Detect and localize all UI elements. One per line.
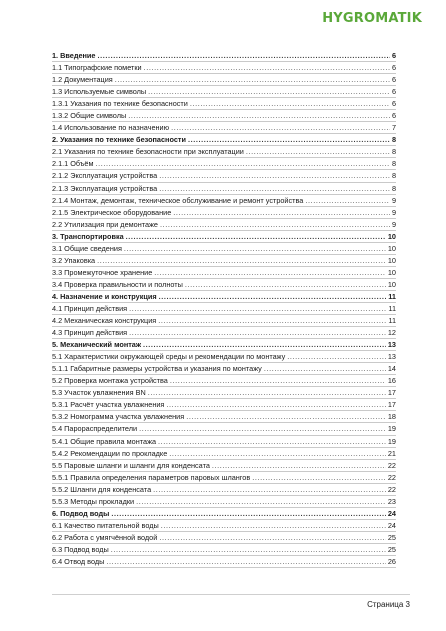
toc-dot-leader bbox=[97, 255, 386, 267]
toc-entry-page: 6 bbox=[391, 99, 396, 109]
toc-dot-leader bbox=[158, 436, 386, 448]
toc-entry[interactable] bbox=[52, 170, 396, 182]
toc-entry-page: 10 bbox=[387, 243, 396, 253]
toc-entry[interactable] bbox=[52, 387, 396, 399]
toc-entry-page: 14 bbox=[387, 364, 396, 374]
toc-entry-title: 5. Механический монтаж bbox=[52, 340, 142, 350]
toc-entry[interactable] bbox=[52, 303, 396, 315]
toc-entry-page: 8 bbox=[391, 183, 396, 193]
toc-dot-leader bbox=[161, 520, 386, 532]
toc-entry-title: 1.1 Типографские пометки bbox=[52, 63, 142, 73]
toc-dot-leader bbox=[128, 110, 390, 122]
toc-entry-page: 13 bbox=[387, 340, 396, 350]
toc-entry[interactable] bbox=[52, 399, 396, 411]
toc-chapter-entry[interactable] bbox=[52, 134, 396, 146]
toc-dot-leader bbox=[159, 532, 386, 544]
toc-entry-page: 16 bbox=[387, 376, 396, 386]
toc-dot-leader bbox=[148, 387, 386, 399]
toc-entry-page: 8 bbox=[391, 135, 396, 145]
toc-entry-title: 2.1.2 Эксплуатация устройства bbox=[52, 171, 158, 181]
toc-entry-title: 1.3.2 Общие символы bbox=[52, 111, 127, 121]
toc-entry-title: 6.2 Работа с умягчённой водой bbox=[52, 532, 158, 542]
toc-entry[interactable] bbox=[52, 423, 396, 435]
toc-dot-leader bbox=[124, 243, 386, 255]
toc-dot-leader bbox=[212, 460, 386, 472]
toc-entry-page: 10 bbox=[387, 255, 396, 265]
toc-entry[interactable] bbox=[52, 327, 396, 339]
hygromatik-logo: HYGROMATIK bbox=[322, 11, 422, 26]
toc-entry[interactable] bbox=[52, 255, 396, 267]
toc-entry-title: 2. Указания по технике безопасности bbox=[52, 135, 186, 145]
toc-dot-leader bbox=[97, 50, 389, 62]
toc-entry-page: 11 bbox=[388, 291, 396, 301]
toc-dot-leader bbox=[154, 267, 386, 279]
toc-dot-leader bbox=[158, 315, 386, 327]
toc-entry-page: 7 bbox=[391, 123, 396, 133]
toc-dot-leader bbox=[148, 86, 390, 98]
toc-entry-page: 10 bbox=[387, 267, 396, 277]
toc-dot-leader bbox=[126, 231, 386, 243]
toc-entry[interactable] bbox=[52, 122, 396, 134]
toc-dot-leader bbox=[171, 122, 390, 134]
toc-entry-page: 17 bbox=[387, 400, 396, 410]
toc-entry-title: 5.4.1 Общие правила монтажа bbox=[52, 436, 157, 446]
toc-chapter-entry[interactable] bbox=[52, 291, 396, 303]
toc-dot-leader bbox=[166, 399, 386, 411]
toc-entry-page: 25 bbox=[387, 544, 396, 554]
toc-dot-leader bbox=[96, 158, 390, 170]
toc-dot-leader bbox=[246, 146, 390, 158]
toc-dot-leader bbox=[159, 183, 390, 195]
toc-chapter-entry[interactable] bbox=[52, 339, 396, 351]
toc-entry-title: 6.3 Подвод воды bbox=[52, 544, 109, 554]
toc-entry-page: 24 bbox=[387, 520, 396, 530]
toc-entry-page: 6 bbox=[391, 51, 396, 60]
toc-entry-title: 3.1 Общие сведения bbox=[52, 243, 122, 253]
toc-entry-title: 4.2 Механическая конструкция bbox=[52, 316, 157, 326]
toc-dot-leader bbox=[190, 98, 390, 110]
toc-dot-leader bbox=[252, 472, 386, 484]
toc-entry-title: 5.5.1 Правила определения параметров паровых шлангов bbox=[52, 472, 251, 482]
toc-entry-title: 5.1 Характеристики окружающей среды и рекомендации по монтажу bbox=[52, 352, 286, 362]
toc-entry[interactable] bbox=[52, 183, 396, 195]
toc-entry-page: 6 bbox=[391, 87, 396, 97]
toc-entry-page: 22 bbox=[387, 460, 396, 470]
toc-entry-title: 1.3 Используемые символы bbox=[52, 87, 147, 97]
toc-dot-leader bbox=[111, 544, 386, 556]
toc-entry-title: 5.5 Паровые шланги и шланги для конденсата bbox=[52, 460, 210, 470]
toc-entry-title: 2.1 Указания по технике безопасности при эксплуатации bbox=[52, 147, 244, 157]
toc-dot-leader bbox=[159, 291, 387, 303]
toc-entry-page: 8 bbox=[391, 171, 396, 181]
toc-entry-title: 3.2 Упаковка bbox=[52, 255, 96, 265]
toc-dot-leader bbox=[143, 339, 386, 351]
footer-divider bbox=[52, 594, 410, 595]
toc-entry-title: 6.1 Качество питательной воды bbox=[52, 520, 159, 530]
toc-entry[interactable] bbox=[52, 219, 396, 231]
toc-entry-title: 6.4 Отвод воды bbox=[52, 556, 105, 566]
toc-entry[interactable] bbox=[52, 484, 396, 496]
toc-entry-page: 22 bbox=[387, 484, 396, 494]
toc-entry-title: 4. Назначение и конструкция bbox=[52, 291, 157, 301]
toc-entry-title: 4.3 Принцип действия bbox=[52, 328, 128, 338]
toc-entry-title: 5.3.1 Расчёт участка увлажнения bbox=[52, 400, 165, 410]
toc-entry[interactable] bbox=[52, 195, 396, 207]
toc-dot-leader bbox=[144, 62, 390, 74]
toc-entry-page: 18 bbox=[387, 412, 396, 422]
toc-entry-page: 19 bbox=[387, 436, 396, 446]
toc-entry[interactable] bbox=[52, 110, 396, 122]
toc-entry[interactable] bbox=[52, 556, 396, 568]
toc-entry[interactable] bbox=[52, 460, 396, 472]
toc-dot-leader bbox=[153, 484, 386, 496]
toc-entry-page: 19 bbox=[387, 424, 396, 434]
toc-entry-title: 3.3 Промежуточное хранение bbox=[52, 267, 153, 277]
toc-entry[interactable] bbox=[52, 411, 396, 423]
toc-entry-page: 22 bbox=[387, 472, 396, 482]
toc-entry-title: 5.3 Участок увлажнения BN bbox=[52, 388, 146, 398]
toc-dot-leader bbox=[305, 195, 390, 207]
toc-entry-title: 3.4 Проверка правильности и полноты bbox=[52, 279, 183, 289]
toc-entry-title: 4.1 Принцип действия bbox=[52, 303, 128, 313]
toc-entry[interactable] bbox=[52, 267, 396, 279]
toc-entry-title: 5.1.1 Габаритные размеры устройства и указания по монтажу bbox=[52, 364, 262, 374]
toc-entry-title: 2.1.5 Электрическое оборудование bbox=[52, 207, 172, 217]
toc-dot-leader bbox=[159, 170, 390, 182]
toc-entry-title: 5.3.2 Номограмма участка увлажнения bbox=[52, 412, 185, 422]
toc-entry[interactable] bbox=[52, 158, 396, 170]
toc-entry[interactable] bbox=[52, 86, 396, 98]
toc-entry[interactable] bbox=[52, 243, 396, 255]
toc-entry[interactable] bbox=[52, 448, 396, 460]
toc-entry[interactable] bbox=[52, 532, 396, 544]
toc-entry[interactable] bbox=[52, 315, 396, 327]
toc-entry-page: 26 bbox=[387, 556, 396, 566]
toc-entry[interactable] bbox=[52, 375, 396, 387]
toc-entry-title: 5.5.2 Шланги для конденсата bbox=[52, 484, 152, 494]
toc-entry[interactable] bbox=[52, 146, 396, 158]
toc-entry-page: 13 bbox=[387, 352, 396, 362]
toc-dot-leader bbox=[173, 207, 390, 219]
toc-entry-title: 2.1.4 Монтаж, демонтаж, техническое обслуживание и ремонт устройства bbox=[52, 195, 304, 205]
toc-entry-page: 25 bbox=[387, 532, 396, 542]
toc-entry[interactable] bbox=[52, 74, 396, 86]
toc-entry[interactable] bbox=[52, 62, 396, 74]
toc-entry-title: 2.1.3 Эксплуатация устройства bbox=[52, 183, 158, 193]
toc-dot-leader bbox=[115, 74, 390, 86]
toc-entry-title: 6. Подвод воды bbox=[52, 508, 110, 518]
toc-entry-page: 8 bbox=[391, 159, 396, 169]
toc-entry[interactable] bbox=[52, 98, 396, 110]
toc-dot-leader bbox=[170, 375, 386, 387]
toc-entry-page: 9 bbox=[391, 219, 396, 229]
toc-chapter-entry[interactable] bbox=[52, 50, 396, 62]
toc-entry[interactable] bbox=[52, 279, 396, 291]
toc-entry[interactable] bbox=[52, 436, 396, 448]
toc-entry-title: 2.2 Утилизация при демонтаже bbox=[52, 219, 158, 229]
toc-entry[interactable] bbox=[52, 351, 396, 363]
toc-dot-leader bbox=[185, 279, 386, 291]
toc-entry[interactable] bbox=[52, 207, 396, 219]
toc-dot-leader bbox=[106, 556, 386, 568]
toc-entry[interactable] bbox=[52, 544, 396, 556]
toc-entry-page: 6 bbox=[391, 75, 396, 85]
page-number: Страница 3 bbox=[367, 600, 410, 609]
toc-entry-page: 12 bbox=[387, 328, 396, 338]
toc-entry[interactable] bbox=[52, 496, 396, 508]
toc-entry-title: 1.4 Использование по назначению bbox=[52, 123, 170, 133]
toc-chapter-entry[interactable] bbox=[52, 508, 396, 520]
toc-entry-title: 5.4 Парораспределители bbox=[52, 424, 138, 434]
toc-dot-leader bbox=[287, 351, 386, 363]
toc-entry-title: 2.1.1 Объём bbox=[52, 159, 94, 169]
toc-dot-leader bbox=[139, 423, 386, 435]
toc-entry-title: 1. Введение bbox=[52, 51, 96, 60]
toc-dot-leader bbox=[160, 219, 390, 231]
toc-dot-leader bbox=[188, 134, 390, 146]
toc-entry-page: 17 bbox=[387, 388, 396, 398]
toc-dot-leader bbox=[129, 303, 386, 315]
toc-dot-leader bbox=[186, 411, 386, 423]
toc-entry-title: 5.4.2 Рекомендации по прокладке bbox=[52, 448, 168, 458]
toc-entry-page: 10 bbox=[387, 231, 396, 241]
toc-entry-page: 9 bbox=[391, 207, 396, 217]
toc-entry-page: 21 bbox=[387, 448, 396, 458]
toc-entry-page: 10 bbox=[387, 279, 396, 289]
toc-entry-page: 6 bbox=[391, 63, 396, 73]
table-of-contents bbox=[52, 50, 396, 568]
toc-entry-page: 24 bbox=[387, 508, 396, 518]
toc-entry-title: 5.2 Проверка монтажа устройства bbox=[52, 376, 168, 386]
toc-dot-leader bbox=[129, 327, 386, 339]
toc-entry[interactable] bbox=[52, 363, 396, 375]
toc-chapter-entry[interactable] bbox=[52, 231, 396, 243]
toc-entry-page: 6 bbox=[391, 111, 396, 121]
toc-entry-title: 5.5.3 Методы прокладки bbox=[52, 496, 135, 506]
toc-dot-leader bbox=[136, 496, 386, 508]
toc-entry-page: 23 bbox=[387, 496, 396, 506]
toc-entry-title: 3. Транспортировка bbox=[52, 231, 124, 241]
toc-dot-leader bbox=[111, 508, 386, 520]
toc-entry[interactable] bbox=[52, 472, 396, 484]
toc-entry-page: 8 bbox=[391, 147, 396, 157]
toc-entry-title: 1.3.1 Указания по технике безопасности bbox=[52, 99, 188, 109]
toc-entry-page: 9 bbox=[391, 195, 396, 205]
toc-entry[interactable] bbox=[52, 520, 396, 532]
toc-entry-page: 11 bbox=[388, 316, 396, 326]
toc-entry-page: 11 bbox=[388, 303, 396, 313]
toc-dot-leader bbox=[264, 363, 386, 375]
toc-entry-title: 1.2 Документация bbox=[52, 75, 113, 85]
toc-dot-leader bbox=[169, 448, 386, 460]
